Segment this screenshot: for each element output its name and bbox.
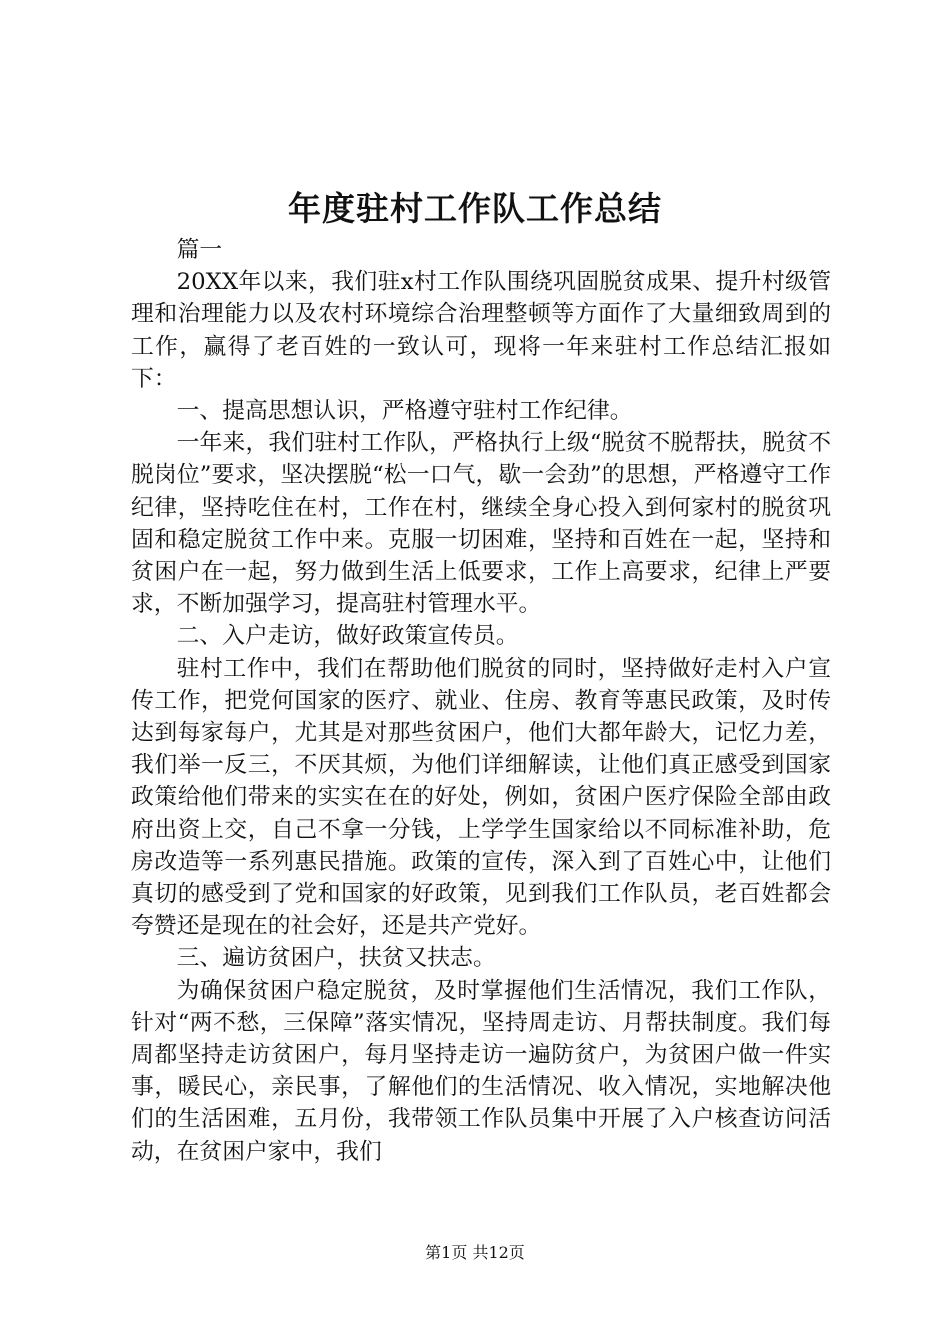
- section-label: 篇一: [176, 237, 223, 263]
- section-heading-3: 三、遍访贫困户，扶贫又扶志。: [176, 945, 496, 972]
- document-body: [131, 234, 831, 1168]
- section-2-paragraph: 驻村工作中，我们在帮助他们脱贫的同时，坚持做好走村入户宣传工作，把党何国家的医疗、就业、住房、教育等惠民政策，及时传达到每家每户，尤其是对那些贫困户，他们大都年龄大，记忆力差，我们举一反三，不厌其烦，为他们详细解读，让他们真正感受到国家政策给他们带来的实实在在的好处，例如，贫困户医疗保险全部由政府出资上交，自己不拿一分钱，上学学生国家给以不同标准补助，危房改造等一系列惠民措施。政策的宣传，深入到了百姓心中，让他们真切的感受到了党和国家的好政策，见到我们工作队员，老百姓都会夸赞还是现在的社会好，还是共产党好。: [131, 655, 831, 940]
- page-number: 第1页 共12页: [425, 1243, 525, 1262]
- intro-paragraph: 20XX年以来，我们驻x村工作队围绕巩固脱贫成果、提升村级管理和治理能力以及农村环境综合治理整顿等方面作了大量细致周到的工作，赢得了老百姓的一致认可，现将一年来驻村工作总结汇报如下：: [131, 269, 831, 392]
- section-3-paragraph: 为确保贫困户稳定脱贫，及时掌握他们生活情况，我们工作队，针对“两不愁，三保障”落实情况，坚持周走访、月帮扶制度。我们每周都坚持走访贫困户，每月坚持走访一遍防贫户，为贫困户做一件实事，暖民心，亲民事，了解他们的生活情况、收入情况，实地解决他们的生活困难，五月份，我带领工作队员集中开展了入户核查访问活动，在贫困户家中，我们: [131, 977, 831, 1165]
- section-1-paragraph: 一年来，我们驻村工作队，严格执行上级“脱贫不脱帮扶，脱贫不脱岗位”要求，坚决摆脱“松一口气，歇一会劲”的思想，严格遵守工作纪律，坚持吃住在村，工作在村，继续全身心投入到何家村的脱贫巩固和稳定脱贫工作中来。克服一切困难，坚持和百姓在一起，坚持和贫困户在一起，努力做到生活上低要求，工作上高要求，纪律上严要求，不断加强学习，提高驻村管理水平。: [131, 430, 831, 618]
- document-title: 年度驻村工作队工作总结: [288, 189, 662, 228]
- section-heading-1: 一、提高思想认识，严格遵守驻村工作纪律。: [176, 398, 633, 425]
- section-heading-2: 二、入户走访，做好政策宣传员。: [176, 623, 519, 650]
- page-footer: [0, 1241, 950, 1265]
